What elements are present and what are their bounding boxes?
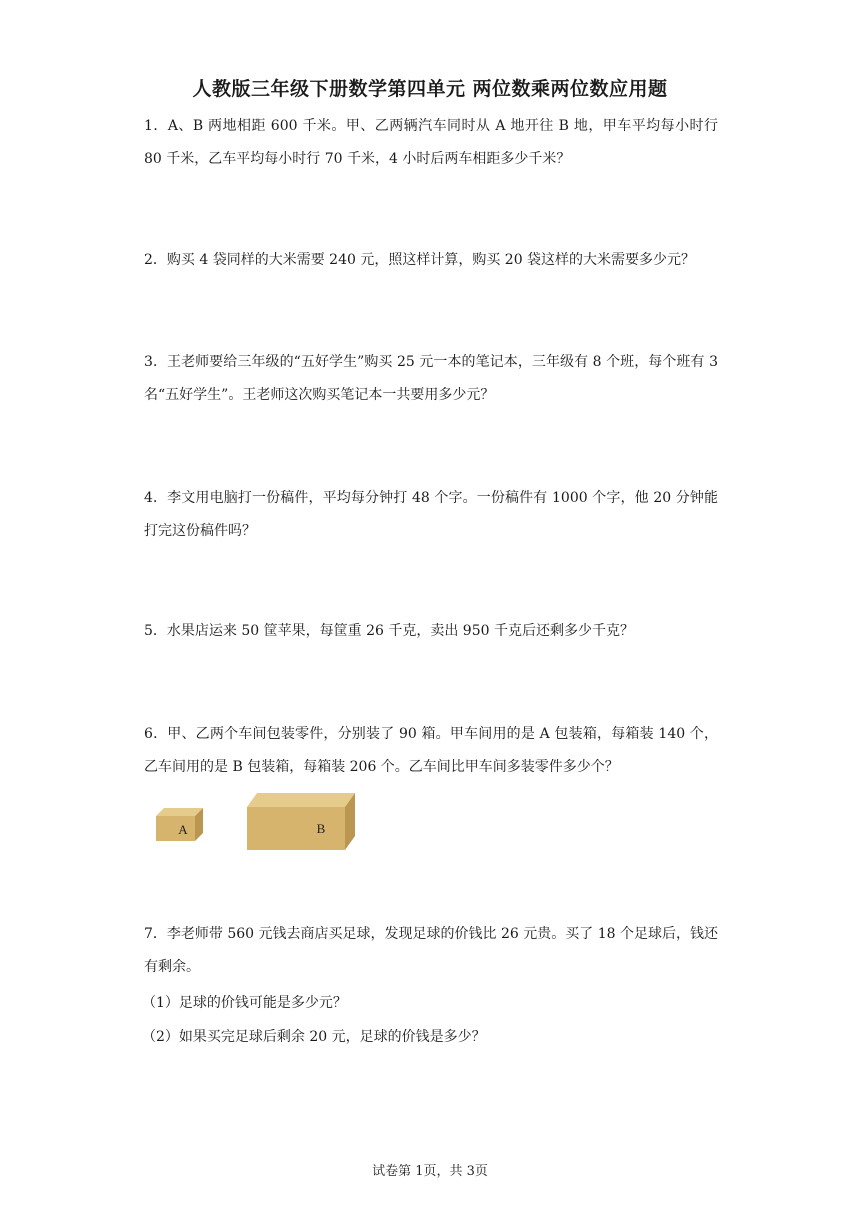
question-4: 4．李文用电脑打一份稿件，平均每分钟打 48 个字。一份稿件有 1000 个字，他 20 分钟能打完这份稿件吗？ — [144, 490, 718, 539]
box-b — [247, 793, 355, 850]
question-2: 2．购买 4 袋同样的大米需要 240 元，照这样计算，购买 20 袋这样的大米需要多少元？ — [144, 252, 696, 268]
question-7-part-1: （1）足球的价钱可能是多少元？ — [142, 995, 347, 1011]
packing-boxes-figure — [150, 790, 370, 856]
box-b-label: B — [316, 821, 326, 836]
box-a-label: A — [178, 822, 188, 837]
question-1: 1．A、B 两地相距 600 千米。甲、乙两辆汽车同时从 A 地开往 B 地，甲车平均每小时行 80 千米，乙车平均每小时行 70 千米，4 小时后两车相距多少千米？ — [144, 118, 718, 167]
page-footer: 试卷第 1页，共 3页 — [372, 1164, 488, 1179]
packing-boxes-illustration — [150, 790, 370, 856]
question-6: 6．甲、乙两个车间包装零件，分别装了 90 箱。甲车间用的是 A 包装箱，每箱装 140 个，乙车间用的是 B 包装箱，每箱装 206 个。乙车间比甲车间多装零件多少个？ — [144, 726, 718, 775]
question-7-part-2: （2）如果买完足球后剩余 20 元，足球的价钱是多少？ — [142, 1029, 486, 1045]
question-5: 5．水果店运来 50 筐苹果，每筐重 26 千克，卖出 950 千克后还剩多少千克？ — [144, 623, 634, 639]
question-7: 7．李老师带 560 元钱去商店买足球，发现足球的价钱比 26 元贵。买了 18 个足球后，钱还有剩余。 — [144, 926, 718, 975]
page-title: 人教版三年级下册数学第四单元 两位数乘两位数应用题 — [192, 78, 668, 100]
question-3: 3．王老师要给三年级的“五好学生”购买 25 元一本的笔记本，三年级有 8 个班，每个班有 3 名“五好学生”。王老师这次购买笔记本一共要用多少元？ — [144, 354, 718, 403]
box-a — [156, 808, 203, 841]
